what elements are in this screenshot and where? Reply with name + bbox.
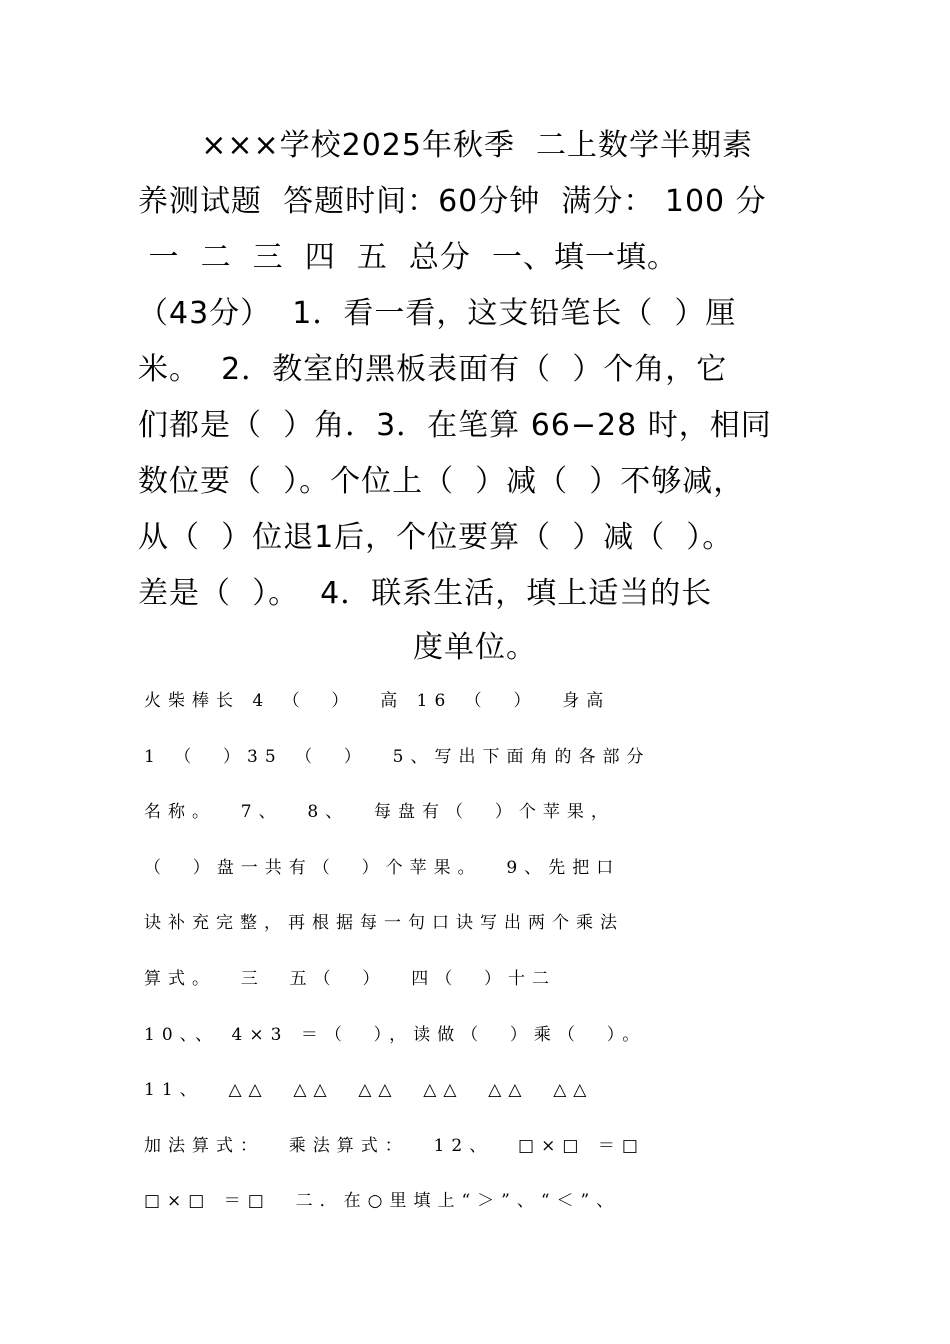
body-text-line: 10、、 4×3 ＝（ ），读做（ ）乘（ ）。 xyxy=(144,1025,647,1045)
body-text-line: 加法算式： 乘法算式： 12、 □×□ ＝□ xyxy=(144,1136,645,1156)
body-text-line: 1 （ ）35 （ ） 5、写出下面角的各部分 xyxy=(144,747,651,767)
body-text-line: 诀补充完整，再根据每一句口诀写出两个乘法 xyxy=(144,913,624,933)
body-text-line: 火柴棒长 4 （ ） 高 16 （ ） 身高 xyxy=(144,691,611,711)
question-text-centered: 度单位。 xyxy=(413,630,537,665)
question-text-line: 差是（ ）。 4．联系生活，填上适当的长 xyxy=(138,576,713,611)
question-text-line: 从（ ）位退1后，个位要算（ ）减（ ）。 xyxy=(138,520,734,555)
triangle-groups-line: 11、 △△ △△ △△ △△ △△ △△ xyxy=(144,1080,594,1100)
question-text-line: 们都是（ ）角．3．在笔算 66−28 时，相同 xyxy=(138,408,772,443)
question-text-line: （43分） 1．看一看，这支铅笔长（ ）厘 xyxy=(138,296,737,331)
body-text-line: □×□ ＝□ 二．在○里填上“＞”、“＜”、 xyxy=(144,1191,621,1211)
exam-title-line-1: ×××学校2025年秋季 二上数学半期素 xyxy=(138,128,754,163)
exam-title-line-2: 养测试题 答题时间：60分钟 满分： 100 分 xyxy=(138,184,767,219)
question-text-line: 米。 2．教室的黑板表面有（ ）个角，它 xyxy=(138,352,728,387)
body-text-line: （ ）盘一共有（ ）个苹果。 9、先把口 xyxy=(144,858,621,878)
score-table-line: 一 二 三 四 五 总分 一、填一填。 xyxy=(138,240,678,275)
body-text-line: 名称。 7、 8、 每盘有（ ）个苹果， xyxy=(144,802,615,822)
body-text-line: 算式。 三 五（ ） 四（ ）十二 xyxy=(144,969,557,989)
question-text-line: 数位要（ ）。个位上（ ）减（ ）不够减， xyxy=(138,464,745,499)
